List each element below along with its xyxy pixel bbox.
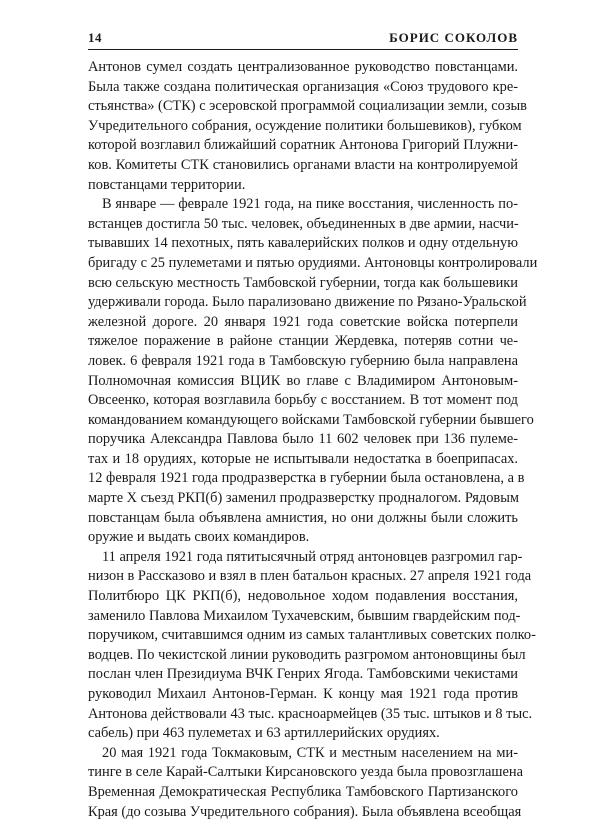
text-line: ков. Комитеты СТК становились органами власти на контролируемой (88, 156, 518, 173)
text-line: поручика Александра Павлова было 11 602 человек при 136 пулеме- (88, 431, 518, 448)
body-text (88, 58, 538, 822)
text-line: 11 апреля 1921 года пятитысячный отряд антоновцев разгромил гар- (102, 548, 523, 565)
text-line: Овсеенко, которая возглавила борьбу с восстанием. В тот момент под (88, 392, 518, 409)
book-page (88, 30, 538, 822)
text-line: Временная Демократическая Республика Тамбовского Партизанского (88, 783, 518, 800)
text-line: тах и 18 орудиях, которые не испытывали недостатка в боеприпасах. (88, 450, 518, 467)
page-number: 14 (88, 30, 102, 45)
paragraph (88, 744, 523, 822)
text-line: руководил Михаил Антонов-Герман. К концу мая 1921 года против (88, 686, 518, 702)
text-line: ловек. 6 февраля 1921 года в Тамбовскую губернию была направлена (88, 352, 518, 369)
text-line: бригаду с 25 пулеметами и пятью орудиями. Антоновцы контролировали (88, 254, 538, 271)
text-line: заменило Павлова Михаилом Тухачевским, бывшим гвардейским под- (88, 607, 521, 624)
paragraph (88, 548, 536, 744)
running-header (88, 30, 518, 50)
text-line: железной дороге. 20 января 1921 года советские войска потерпели (88, 313, 518, 330)
text-line: тинге в селе Карай-Салтыки Кирсановского уезда была провозглашена (88, 764, 523, 781)
text-line: Политбюро ЦК РКП(б), недовольное ходом подавления восстания, (88, 588, 518, 605)
text-line: удерживали города. Было парализовано движение по Рязано-Уральской (88, 294, 527, 311)
text-line: всю сельскую местность Тамбовской губернии, тогда как большевики (88, 274, 518, 291)
text-line: Полномочная комиссия ВЦИК во главе с Владимиром Антоновым- (88, 372, 518, 389)
text-line: тывавших 14 пехотных, пять кавалерийских полков и одну отдельную (88, 235, 518, 252)
text-line: Учредительного собрания, осуждение политики большевиков), губком (88, 117, 522, 134)
text-line: послан член Президиума ВЧК Генрих Ягода. Тамбовскими чекистами (88, 666, 518, 683)
text-line: сабель) при 463 пулеметах и 63 артиллерийских орудиях. (88, 725, 440, 742)
text-line: 20 мая 1921 года Токмаковым, СТК и местным населением на ми- (102, 744, 518, 761)
text-line: марте X съезд РКП(б) заменил продразверстку продналогом. Рядовым (88, 490, 519, 507)
text-line: командованием командующего войсками Тамбовской губернии бывшего (88, 411, 534, 428)
text-line: поручиком, считавшимся одним из самых талантливых советских полко- (88, 627, 536, 644)
text-line: тяжелое поражение в районе станции Жердевка, потеряв сотни че- (88, 333, 518, 350)
text-line: Была также создана политическая организация «Союз трудового кре- (88, 78, 518, 95)
text-line: водцев. По чекистской линии руководить разгромом антоновщины был (88, 646, 526, 663)
text-line: В январе — феврале 1921 года, на пике восстания, численность по- (102, 196, 518, 213)
text-line: повстанцам была объявлена амнистия, но они должны были сложить (88, 509, 518, 526)
text-line: повстанцами территории. (88, 176, 246, 193)
text-line: которой возглавил ближайший соратник Антонова Григорий Плужни- (88, 137, 518, 154)
text-line: Антонов сумел создать централизованное руководство повстанцами. (88, 59, 518, 75)
text-line: 12 февраля 1921 года продразверстка в губернии была остановлена, а в (88, 470, 525, 487)
text-line: Края (до созыва Учредительного собрания). Была объявлена всеобщая (88, 803, 522, 820)
running-header-author: БОРИС СОКОЛОВ (389, 30, 518, 45)
text-line: встанцев достигла 50 тыс. человек, объединенных в две армии, насчи- (88, 215, 519, 232)
paragraph (88, 58, 527, 195)
text-line: оружие и выдать своих командиров. (88, 529, 310, 546)
text-line: стьянства» (СТК) с эсеровской программой социализации земли, созыв (88, 98, 527, 115)
text-line: Антонова действовали 43 тыс. красноармейцев (35 тыс. штыков и 8 тыс. (88, 705, 533, 722)
text-line: низон в Рассказово и взял в плен батальон красных. 27 апреля 1921 года (88, 568, 532, 585)
paragraph (88, 195, 538, 548)
